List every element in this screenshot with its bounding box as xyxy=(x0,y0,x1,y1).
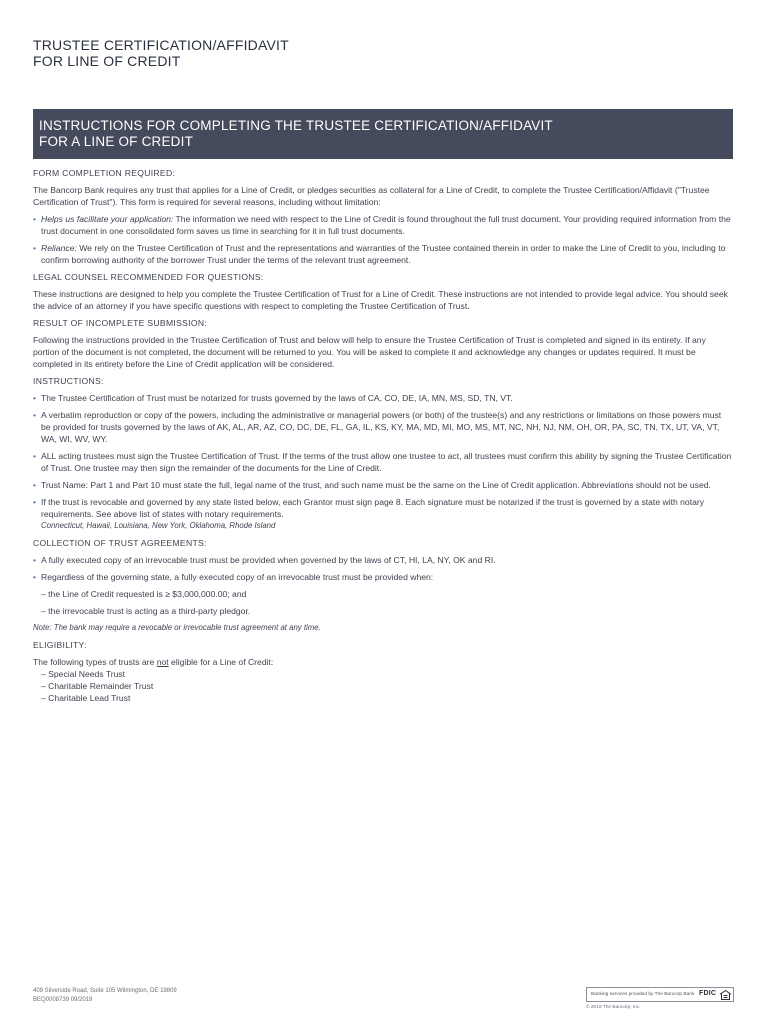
ineligible-trust-item: – Charitable Remainder Trust xyxy=(41,681,154,691)
fdic-disclosure-box xyxy=(586,987,734,1002)
bullet-lead: Reliance: xyxy=(41,243,77,253)
form-completion-bullet-2 xyxy=(33,242,733,266)
document-title-line-1: TRUSTEE CERTIFICATION/AFFIDAVIT xyxy=(33,37,289,53)
fdic-logo: FDIC xyxy=(699,990,717,997)
instructions-bullet-3: • ALL acting trustees must sign the Trustee Certification of Trust. If the terms of the trust allow one trustee to act, all trustees must confirm this ability by signing the Trustee Certification of Trust. One trustee may then sign the remainder of the documents for the Line of Credit. xyxy=(33,450,733,474)
banner-line-2: FOR A LINE OF CREDIT xyxy=(39,134,194,149)
eligibility-not: not xyxy=(156,657,169,667)
ineligible-trust-item: – Special Needs Trust xyxy=(41,669,126,679)
instructions-heading: INSTRUCTIONS: xyxy=(33,376,104,386)
form-completion-bullet-1 xyxy=(33,213,733,237)
eligibility-intro xyxy=(33,656,733,668)
incomplete-submission-heading: RESULT OF INCOMPLETE SUBMISSION: xyxy=(33,318,208,328)
footer-address: 409 Silverside Road, Suite 105 Wilmington, DE 19809 xyxy=(33,988,177,994)
copyright-text: © 2019 The Bancorp, Inc. xyxy=(586,1005,641,1010)
document-title-line-2: FOR LINE OF CREDIT xyxy=(33,53,181,69)
bullet-text: The information we need with respect to the Line of Credit is found throughout the full trust document. Your providing required information from the trust document in one consolidated form saves us time in searching for it in full trust documents. xyxy=(41,214,731,236)
collection-condition-1: – the Line of Credit requested is ≥ $3,000,000.00; and xyxy=(41,589,247,599)
footer-address-block xyxy=(33,987,177,1005)
banner-line-1: INSTRUCTIONS FOR COMPLETING THE TRUSTEE CERTIFICATION/AFFIDAVIT xyxy=(39,118,553,133)
collection-bullet-1: • A fully executed copy of an irrevocable trust must be provided when governed by the laws of CT, HI, LA, NY, OK and RI. xyxy=(33,554,733,566)
equal-housing-lender-icon xyxy=(720,990,731,1000)
instructions-body xyxy=(33,167,733,704)
form-completion-intro: The Bancorp Bank requires any trust that applies for a Line of Credit, or pledges securities as collateral for a Line of Credit, to complete the Trustee Certification/Affidavit ("Trustee Certification of Trust"). This form is required for several reasons, including without limitation: xyxy=(33,185,710,207)
instructions-banner xyxy=(33,109,733,159)
eligibility-heading: ELIGIBILITY: xyxy=(33,640,87,650)
footer-disclosure xyxy=(586,987,734,1010)
eligibility-intro-pre: The following types of trusts are xyxy=(33,657,157,667)
instructions-bullet-5: • If the trust is revocable and governed by any state listed below, each Grantor must sign page 8. Each signature must be notarized if the trust is governed by a state with notary requirements. See above list of states with notary requirements. xyxy=(33,496,733,520)
collection-heading: COLLECTION OF TRUST AGREEMENTS: xyxy=(33,538,207,548)
notary-states-list: Connecticut, Hawaii, Louisiana, New York, Oklahoma, Rhode Island xyxy=(41,521,276,530)
document-title xyxy=(33,37,289,69)
ineligible-trust-item: – Charitable Lead Trust xyxy=(41,693,131,703)
legal-counsel-heading: LEGAL COUNSEL RECOMMENDED FOR QUESTIONS: xyxy=(33,272,264,282)
eligibility-intro-post: eligible for a Line of Credit: xyxy=(168,657,274,667)
bullet-text: We rely on the Trustee Certification of Trust and the representations and warranties of the Trustee contained therein in order to make the Line of Credit to you, including to confirm borrowing authority of the borrower Trust under the terms of the relevant trust agreement. xyxy=(41,243,726,265)
bullet-lead: Helps us facilitate your application: xyxy=(41,214,174,224)
collection-note: Note: The bank may require a revocable or irrevocable trust agreement at any time. xyxy=(33,623,321,632)
legal-counsel-text: These instructions are designed to help you complete the Trustee Certification of Trust for a Line of Credit. These instructions are not intended to provide legal advice. You should seek the advice of an attorney if you have specific questions with respect to completing the Trustee Certification of Trust. xyxy=(33,289,728,311)
collection-bullet-2: • Regardless of the governing state, a fully executed copy of an irrevocable trust must be provided when: xyxy=(33,571,733,583)
instructions-bullet-4: • Trust Name: Part 1 and Part 10 must state the full, legal name of the trust, and such name must be the same on the Line of Credit application. Abbreviations should not be used. xyxy=(33,479,733,491)
incomplete-submission-text: Following the instructions provided in the Trustee Certification of Trust and below will help to ensure the Trustee Certification of Trust is completed and signed in its entirety. If any portion of the document is not completed, the document will be returned to you. You will be asked to complete it and acknowledge any changes or updates required. It must be completed in its entirety before the Line of Credit application will be considered. xyxy=(33,335,706,369)
instructions-bullet-2: • A verbatim reproduction or copy of the powers, including the administrative or managerial powers (or both) of the trustee(s) and any restrictions or limitations on those powers must be provided for trusts governed by the laws of AK, AL, AR, AZ, CO, DC, DE, FL, GA, IL, KS, KY, MA, MD, MI, MO, MS, MT, NC, NH, NJ, NM, OH, OR, PA, SC, TN, TX, UT, VA, VT, WA, WI, WV, WY. xyxy=(33,409,733,445)
form-completion-heading: FORM COMPLETION REQUIRED: xyxy=(33,168,176,178)
instructions-bullet-1: • The Trustee Certification of Trust must be notarized for trusts governed by the laws of CA, CO, DE, IA, MN, MS, SD, TN, VT. xyxy=(33,392,733,404)
footer-form-code: BEQ0008739 09/2019 xyxy=(33,997,93,1003)
banking-services-text: Banking services provided by The Bancorp Bank xyxy=(591,992,695,997)
collection-condition-2: – the irrevocable trust is acting as a third-party pledgor. xyxy=(41,606,251,616)
